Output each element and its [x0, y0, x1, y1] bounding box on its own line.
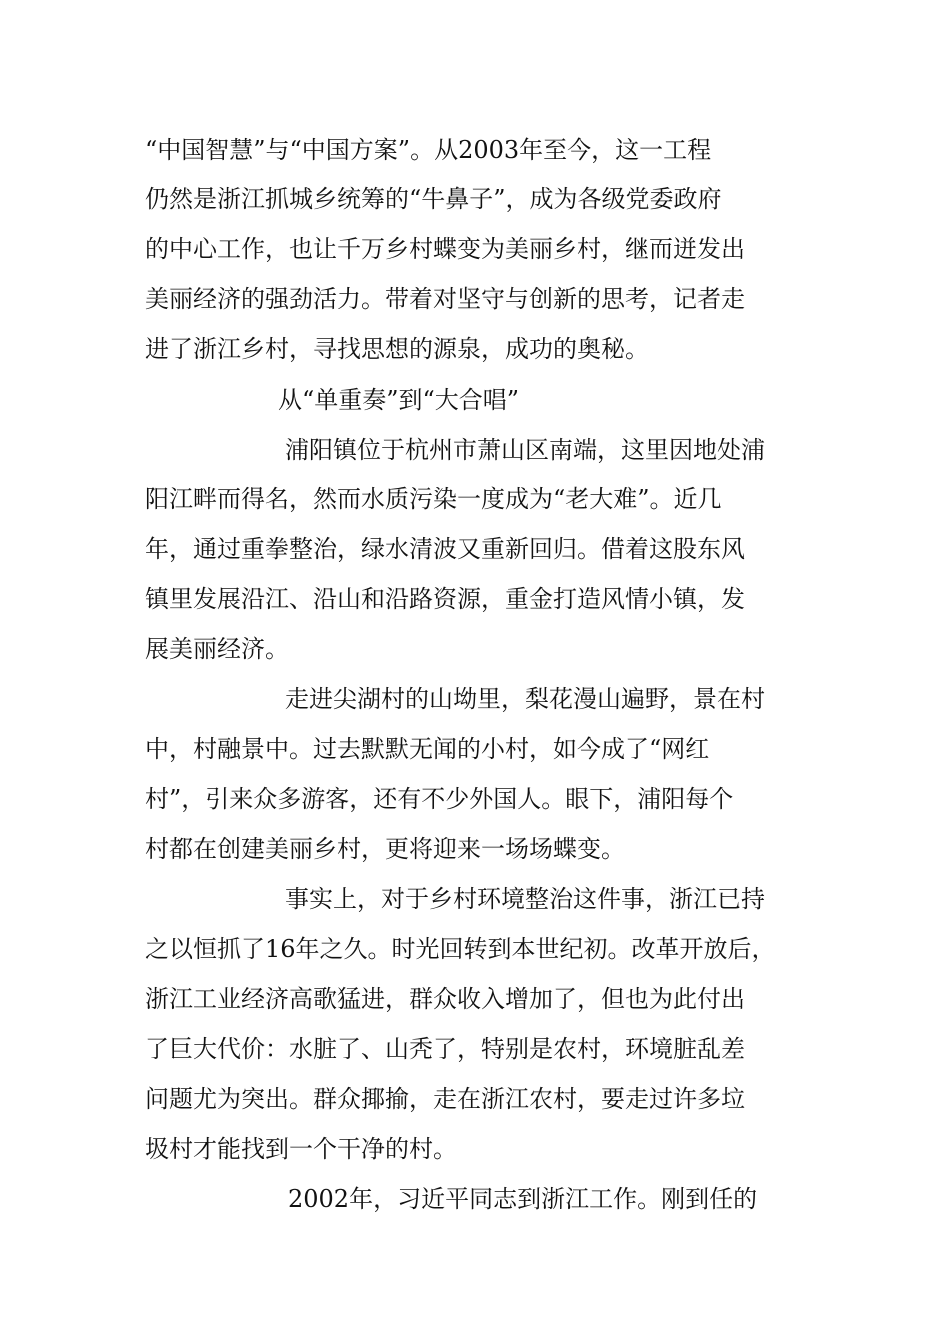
text-line: 展美丽经济。 [145, 635, 289, 663]
text-line: 的中心工作，也让千万乡村蝶变为美丽乡村，继而迸发出 [145, 235, 745, 263]
text-line: “中国智慧”与“中国方案”。从2003年至今，这一工程 [145, 136, 712, 164]
text-line: 镇里发展沿江、沿山和沿路资源，重金打造风情小镇，发 [145, 585, 745, 613]
text-line: 村都在创建美丽乡村，更将迎来一场场蝶变。 [145, 835, 625, 863]
text-line: 了巨大代价：水脏了、山秃了，特别是农村，环境脏乱差 [145, 1035, 745, 1063]
text-line: 之以恒抓了16年之久。时光回转到本世纪初。改革开放后， [145, 935, 776, 963]
text-line: 走进尖湖村的山坳里，梨花漫山遍野，景在村 [285, 685, 765, 713]
text-line: 圾村才能找到一个干净的村。 [145, 1135, 457, 1163]
text-line: 事实上，对于乡村环境整治这件事，浙江已持 [285, 885, 765, 913]
text-line: 中，村融景中。过去默默无闻的小村，如今成了“网红 [145, 735, 710, 763]
text-line: 美丽经济的强劲活力。带着对坚守与创新的思考，记者走 [145, 285, 745, 313]
text-line: 浙江工业经济高歌猛进，群众收入增加了，但也为此付出 [145, 985, 745, 1013]
text-line: 村”，引来众多游客，还有不少外国人。眼下，浦阳每个 [145, 785, 734, 813]
text-line: 进了浙江乡村，寻找思想的源泉，成功的奥秘。 [145, 335, 649, 363]
text-line: 年，通过重拳整治，绿水清波又重新回归。借着这股东风 [145, 535, 745, 563]
text-line: 问题尤为突出。群众揶揄，走在浙江农村，要走过许多垃 [145, 1085, 745, 1113]
section-heading: 从“单重奏”到“大合唱” [278, 386, 520, 414]
text-line: 浦阳镇位于杭州市萧山区南端，这里因地处浦 [285, 436, 765, 464]
text-line: 2002年，习近平同志到浙江工作。刚到任的 [288, 1185, 758, 1213]
text-line: 阳江畔而得名，然而水质污染一度成为“老大难”。近几 [145, 485, 722, 513]
text-line: 仍然是浙江抓城乡统筹的“牛鼻子”，成为各级党委政府 [145, 185, 722, 213]
